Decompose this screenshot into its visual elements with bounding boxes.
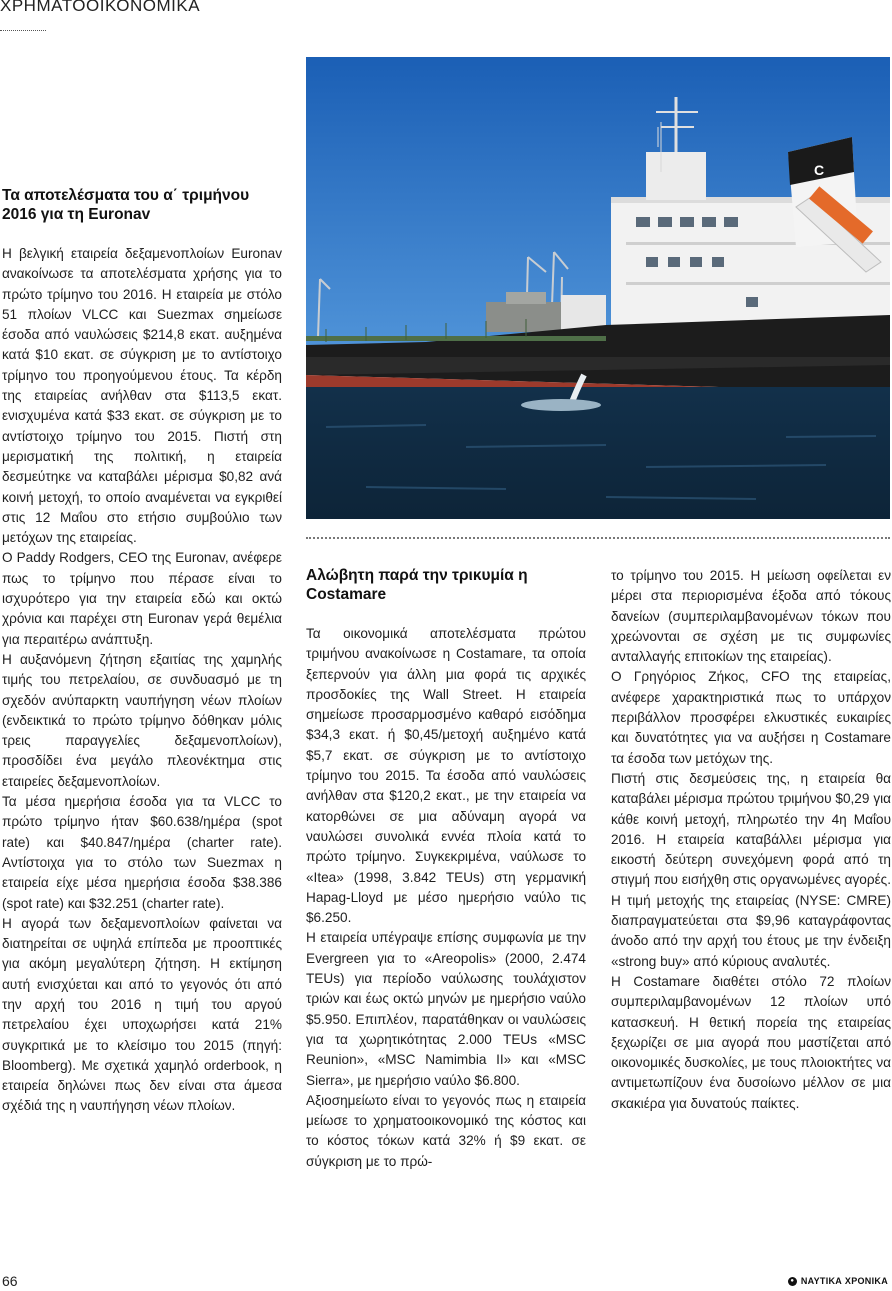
article-costamare-title: Αλώβητη παρά την τρικυμία η Costamare — [306, 567, 528, 603]
article-costamare-paragraph: το τρίμηνο του 2015. Η μείωση οφείλεται εν μέρει στα περιορισμένα έξοδα από τόκους δανείων (συμπεριλαμβανομένων τόκων που χρεώνονται σε σχέση με τις συμφωνίες ανταλλαγής επιτοκίων της εταιρείας). — [611, 568, 891, 665]
tanker-photo — [306, 57, 890, 519]
funnel-marking: C — [814, 162, 825, 178]
article-euronav-paragraph: Η αυξανόμενη ζήτηση εξαιτίας της χαμηλής τιμής του πετρελαίου, σε συνδυασμό με τη σχεδόν ανύπαρκτη ναυπήγηση νέων πλοίων (ενδεικτικά το πρώτο τρίμηνο δόθηκαν μόλις τρεις παραγγελίες δεξαμενοπλοίων), προσδίδει ένα μεγάλο πλεονέκτημα στις εταιρείες δεξαμενοπλοίων. — [2, 651, 282, 789]
article-euronav-paragraph: Τα μέσα ημερήσια έσοδα για τα VLCC το πρώτο τρίμηνο ήταν $60.638/ημέρα (spot rate) και $40.847/ημέρα (charter rate). Αντίστοιχα για το στόλο των Suezmax η εταιρεία είχε μέσα ημερήσια έσοδα $38.386 (spot rate) και $32.251 (charter rate). — [2, 794, 282, 911]
article-costamare-paragraph: Ο Γρηγόριος Ζήκος, CFO της εταιρείας, ανέφερε χαρακτηριστικά πως το υπάρχον περιβάλλον προσφέρει ελκυστικές ευκαιρίες και δυνατότητες για να αυξήσει η Costamare τα έσοδα των μετόχων της. — [611, 669, 891, 766]
article-costamare-paragraph: Η εταιρεία υπέγραψε επίσης συμφωνία με την Evergreen για το «Areopolis» (2000, 2.474 TEUs) για περίοδο ναύλωσης τουλάχιστον τριών και έως οκτώ μηνών με ημερήσιο ναύλο $5.950. Επιπλέον, παρατάθηκαν οι ναυλώσεις για τα χωρητικότητας 2.000 TEUs «MSC Reunion», «MSC Namimbia II» και «MSC Sierra», με ημερήσιο ναύλο $6.800. — [306, 930, 586, 1088]
article-euronav — [2, 186, 282, 1117]
article-costamare-paragraph: Η Costamare διαθέτει στόλο 72 πλοίων συμπεριλαμβανομένων 12 πλοίων υπό κατασκευή. Η θετική πορεία της εταιρείας ξεχωρίζει σε μια αγορά που μαστίζεται από οικονομικές δυσκολίες, με τους πλοιοκτήτες να αντιμετωπίζουν ένα δυσοίωνο μέλλον σε μια σκακιέρα για δυνατούς παίκτες. — [611, 973, 891, 1111]
publication-logo-icon: ● — [788, 1277, 797, 1286]
publication-brand — [788, 1276, 888, 1286]
page-number: 66 — [2, 1273, 18, 1289]
article-euronav-paragraph: Η αγορά των δεξαμενοπλοίων φαίνεται να διατηρείται σε υψηλά επίπεδα με προοπτικές για ακόμη μεγαλύτερη ζήτηση. Η εκτίμηση αυτή ενισχύεται και από το γεγονός ότι από την αρχή του 2016 η τιμή του αργού πετρελαίου έχει υποχωρήσει κατά 21% συγκριτικά με το κλείσιμο του 2015 (πηγή: Bloomberg). Με σχετικά χαμηλό orderbook, η εταιρεία δηλώνει πως δεν είναι στα άμεσα σχέδιά της η ναυπήγηση νέων πλοίων. — [2, 915, 282, 1114]
article-costamare-paragraph: Τα οικονομικά αποτελέσματα πρώτου τριμήνου ανακοίνωσε η Costamare, τα οποία ξεπερνούν για άλλη μια φορά τις αρχικές προσδοκίες της Wall Street. Η εταιρεία σημείωσε προσαρμοσμένο καθαρό εισόδημα $34,3 εκατ. ή $0,45/μετοχή αυξημένο κατά $5,7 εκατ. σε σύγκριση με το αντίστοιχο τρίμηνο του 2015. Τα έσοδα από ναυλώσεις ανήλθαν στα $120,2 εκατ., με την εταιρεία να κατορθώνει σε μια αδύναμη αγορά να ναυλώσει συνολικά εννέα πλοία κατά το πρώτο τρίμηνο. Συγκεκριμένα, ναύλωσε το «Itea» (1998, 3.842 TEUs) στη γερμανική Hapag-Lloyd με μέσο ημερήσιο ναύλο τις $6.250. — [306, 626, 586, 926]
section-underline — [0, 30, 46, 31]
article-costamare-paragraph: Αξιοσημείωτο είναι το γεγονός πως η εταιρεία μείωσε το χρηματοοικονομικό της κόστος και το κόστος τόκων κατά 32% ή $9 εκατ. σε σύγκριση με το πρώ- — [306, 1092, 586, 1169]
article-divider — [306, 537, 890, 539]
article-euronav-title: Τα αποτελέσματα του α΄ τριμήνου 2016 για τη Euronav — [2, 187, 250, 223]
publication-name: ΝΑΥΤΙΚΑ ΧΡΟΝΙΚΑ — [800, 1276, 888, 1286]
article-euronav-paragraph: Ο Paddy Rodgers, CEO της Euronav, ανέφερε πως το τρίμηνο που πέρασε είναι το ισχυρότερο για την εταιρεία εδώ και οκτώ χρόνια και παρέχει στη Euronav γερά θεμέλια για περαιτέρω ανάπτυξη. — [2, 550, 282, 647]
article-costamare-col1 — [306, 566, 586, 1172]
article-costamare-col2 — [611, 566, 891, 1114]
article-euronav-paragraph: Η βελγική εταιρεία δεξαμενοπλοίων Euronav ανακοίνωσε τα αποτελέσματα χρήσης για το πρώτο τρίμηνο του 2016. Η εταιρεία με στόλο 51 πλοίων VLCC και Suezmax σημείωσε έσοδα από ναυλώσεις $214,8 εκατ. αυξημένα κατά $10 εκατ. σε σύγκριση με το αντίστοιχο τρίμηνο του προηγούμενου έτους. Τα κέρδη της εταιρείας ανήλθαν στα $113,5 εκατ. ενισχυμένα κατά $33 εκατ. σε σύγκριση με το αντίστοιχο τρίμηνο του 2015. Πιστή στη μερισματική της πολιτική, η εταιρεία δεσμεύτηκε να καταβάλει μέρισμα $0,82 ανά κοινή μετοχή, το οποίο αναμένεται να εγκριθεί στις 12 Μαΐου στο ετήσιο συμβούλιο των μετόχων της εταιρείας. — [2, 246, 282, 546]
article-costamare-paragraph: Πιστή στις δεσμεύσεις της, η εταιρεία θα καταβάλει μέρισμα πρώτου τριμήνου $0,29 για κάθε κοινή μετοχή, πληρωτέο την 4η Μαΐου 2016. Η εταιρεία καταβάλλει μέρισμα για εικοστή δεύτερη συνεχόμενη φορά από τη στιγμή που εισήχθη στις οργανωμένες αγορές. Η τιμή μετοχής της εταιρείας (NYSE: CMRE) διαπραγματεύεται στα $9,96 καταγράφοντας άνοδο από την αρχή του έτους με την ένδειξη «strong buy» από κύριους αναλυτές. — [611, 770, 891, 969]
section-label: ΧΡΗΜΑΤΟΟΙΚΟΝΟΜΙΚΑ — [0, 0, 201, 15]
